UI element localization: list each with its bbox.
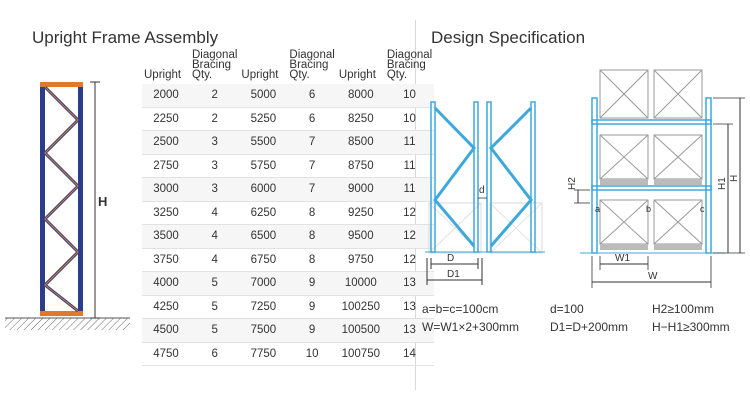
table-cell: 9 [287,272,336,296]
table-cell: 4 [190,201,239,225]
table-cell: 7 [287,178,336,202]
table-cell: 100500 [337,319,385,343]
h2-label: H2 [567,177,578,190]
table-cell: 7500 [239,319,287,343]
table-cell: 9000 [337,178,385,202]
table-cell: 3500 [142,225,190,249]
table-cell: 3 [190,178,239,202]
table-cell: 4250 [142,295,190,319]
table-cell: 8 [287,248,336,272]
col-header: Diagonal Bracing Qty. [386,49,433,81]
table-cell: 2 [190,84,239,107]
table-cell: 2000 [142,84,190,107]
table-cell: 5750 [239,154,287,178]
table-cell: 7000 [239,272,287,296]
formula-abc: a=b=c=100cm [422,302,499,316]
frame-post [431,102,435,252]
table-cell: 14 [385,342,434,366]
left-title: Upright Frame Assembly [32,28,219,47]
table-cell: 9500 [337,225,385,249]
formula-h2: H2≥100mm [652,302,714,316]
pallet-base [654,244,702,250]
width-spec-drawing [567,70,745,288]
table-cell: 6250 [239,201,287,225]
table-cell: 8750 [337,154,385,178]
table-cell: 4000 [142,272,190,296]
formula-h-h1: H−H1≥300mm [652,320,730,334]
table-cell: 4500 [142,319,190,343]
table-cell: 3750 [142,248,190,272]
table-cell: 3 [190,131,239,155]
table-cell: 13 [385,295,434,319]
w1-label: W1 [615,253,630,264]
gap-label-d: d [479,185,485,196]
table-cell: 4 [190,248,239,272]
table-cell: 6750 [239,248,287,272]
upright-frame-drawing [5,82,130,330]
col-header: Upright [144,69,182,81]
elevation-beam [592,120,711,124]
table-cell: 7750 [239,342,287,366]
ground-hatch [5,318,130,330]
table-cell: 13 [385,319,434,343]
col-header: Diagonal Bracing Qty. [192,49,238,81]
pallet-base [600,244,648,250]
table-cell: 6 [287,84,336,107]
col-header: Diagonal Bracing Qty. [289,49,335,81]
table-cell: 10 [385,84,434,107]
table-cell: 3 [190,154,239,178]
table-cell: 100750 [337,342,385,366]
table-cell: 12 [385,225,434,249]
table-cell: 7 [287,154,336,178]
table-cell: 12 [385,248,434,272]
table-cell: 2500 [142,131,190,155]
table-cell: 8 [287,201,336,225]
table-cell: 2 [190,107,239,131]
table-cell: 9 [287,295,336,319]
table-cell: 13 [385,272,434,296]
table-cell: 6 [190,342,239,366]
table-cell: 2750 [142,154,190,178]
col-header: Upright [241,69,279,81]
upright-post-right [78,82,83,316]
table-cell: 9250 [337,201,385,225]
upright-post-left [40,82,45,316]
table-cell: 9 [287,319,336,343]
table-cell: 12 [385,201,434,225]
table-cell: 10 [287,342,336,366]
formula-d1: D1=D+200mm [550,320,629,334]
table-cell: 8250 [337,107,385,131]
h1-label: H1 [717,177,728,190]
pallet-base [654,179,702,185]
frame-bracing [491,108,531,246]
frame-bracing [435,108,474,246]
table-cell: 6 [287,107,336,131]
table-cell: 10 [385,107,434,131]
table-cell: 9750 [337,248,385,272]
h-right-label: H [729,174,740,182]
table-cell: 100250 [337,295,385,319]
col-header: Upright [338,69,376,81]
depth-spec-drawing [425,102,545,285]
table-cell: 8000 [337,84,385,107]
frame-post [487,102,491,252]
elevation-beam [592,186,711,190]
w-label: W [648,271,658,282]
height-label: H [98,194,108,209]
right-title: Design Specification [431,28,586,47]
table-cell: 10000 [337,272,385,296]
table-cell: 8 [287,225,336,249]
formula-w: W=W1×2+300mm [422,320,520,334]
table-cell: 7 [287,131,336,155]
diagonal-bracing-highlight [45,87,78,311]
clearance-label-a: a [595,204,601,214]
table-cell: 3250 [142,201,190,225]
clearance-label-c: c [700,204,705,214]
frame-top-bar [40,82,83,87]
table-cell: 5 [190,319,239,343]
formula-d: d=100 [550,302,584,316]
table-cell: 7250 [239,295,287,319]
depth1-label: D1 [447,269,460,280]
table-cell: 5000 [239,84,287,107]
table-cell: 6500 [239,225,287,249]
table-cell: 4 [190,225,239,249]
diagonal-bracing [45,87,78,311]
frame-post [474,102,478,252]
frame-post [531,102,535,252]
table-cell: 8500 [337,131,385,155]
depth-label: D [447,253,455,264]
clearance-label-b: b [646,204,652,214]
table-cell: 2250 [142,107,190,131]
table-cell: 11 [385,178,434,202]
table-cell: 5 [190,272,239,296]
table-cell: 5500 [239,131,287,155]
table-cell: 6000 [239,178,287,202]
pallet-base [600,179,648,185]
table-cell: 11 [385,131,434,155]
table-cell: 11 [385,154,434,178]
table-cell: 4750 [142,342,190,366]
table-cell: 5250 [239,107,287,131]
table-cell: 3000 [142,178,190,202]
table-cell: 5 [190,295,239,319]
